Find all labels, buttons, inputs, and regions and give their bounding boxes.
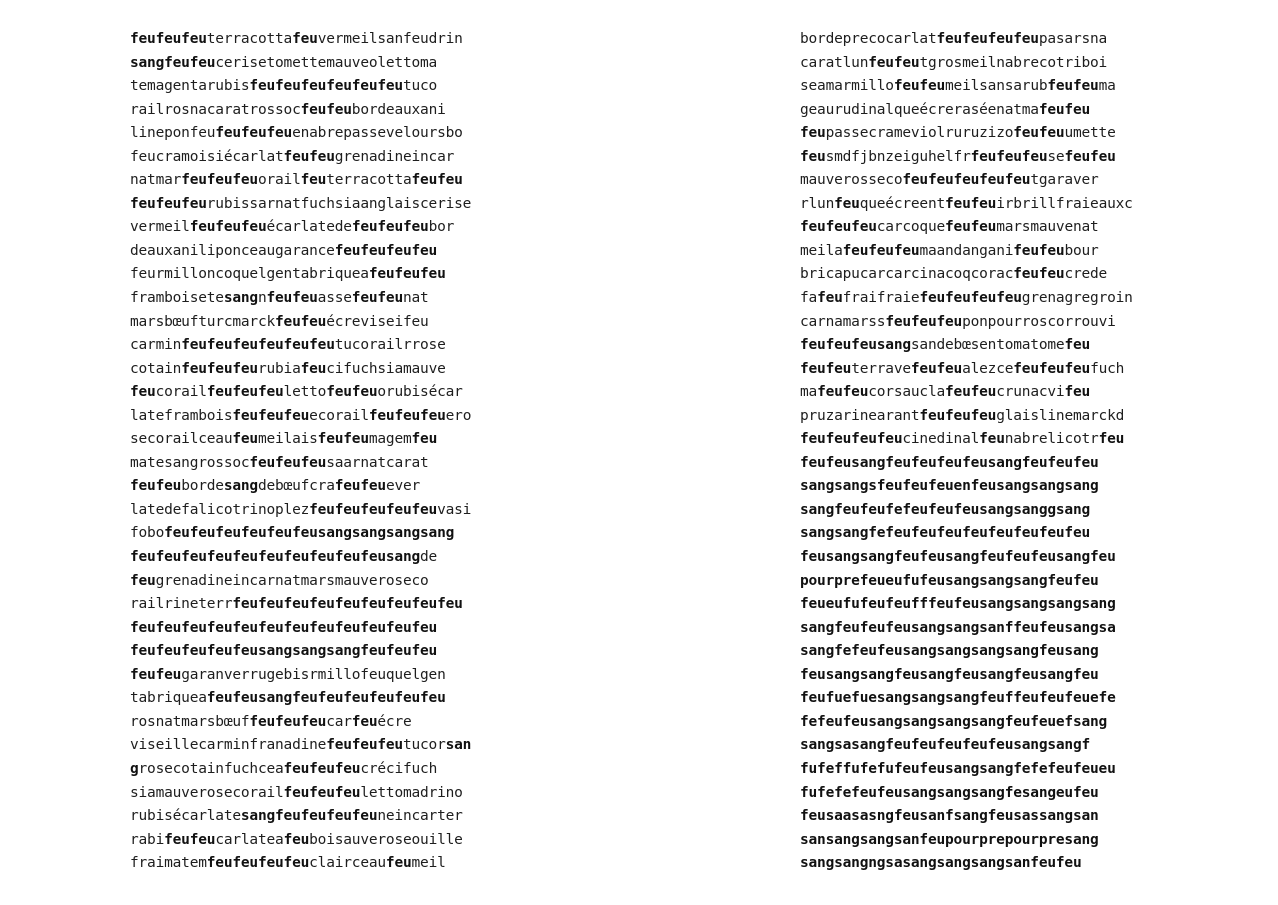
text-line: meilafeufeufeumaandanganifeufeubour xyxy=(800,242,1099,259)
text-line: rosnatmarsbœuffeufeufeucarfeuécre xyxy=(130,713,412,730)
text-line: mafeufeucorsauclafeufeucrunacvifeu xyxy=(800,384,1091,401)
text-line: caratlunfeufeutgrosmeilnabrecotriboi xyxy=(800,54,1108,71)
text-line: sansangsangsanfeupourprepourpresang xyxy=(800,831,1099,848)
text-line: geaurudinalqueécreraséenatmafeufeu xyxy=(800,101,1091,118)
text-line: sangfeufeufeusangsangsanffeufeusangsa xyxy=(800,619,1116,636)
text-line: feufeufeufeufeufeufeufeufeufeufeufeu xyxy=(130,619,438,636)
text-line: carminfeufeufeufeufeufeutucorailrrose xyxy=(130,337,446,354)
text-line: fefeufeusangsangsangsangfeufeuefsang xyxy=(800,713,1108,730)
text-line: feufeufeurubissarnatfuchsiaanglaiscerise xyxy=(130,195,472,212)
text-line: deauxaniliponceaugarancefeufeufeufeu xyxy=(130,242,438,259)
text-line: feufeugaranverrugebisrmillofeuquelgen xyxy=(130,666,446,683)
text-line: cotainfeufeufeurubiafeucifuchsiamauve xyxy=(130,360,446,377)
text-line: rlunfeuqueécreentfeufeuirbrillfraieauxc xyxy=(800,195,1133,212)
text-line: feufeufeufeucinedinalfeunabrelicotrfeu xyxy=(800,431,1125,448)
text-line: feucorailfeufeufeulettofeufeuorubisécar xyxy=(130,384,463,401)
text-line: feueufufeufeufffeufeusangsangsangsang xyxy=(800,596,1116,613)
text-line: feufeufeufeufeusangsangsangfeufeufeu xyxy=(130,643,438,660)
left-text-column xyxy=(130,28,490,876)
text-line: fafeufraifraiefeufeufeufeugrenagregroin xyxy=(800,290,1133,307)
text-line: feupassecrameviolruruzizofeufeuumette xyxy=(800,125,1116,142)
text-line: matesangrossocfeufeufeusaarnatcarat xyxy=(130,454,429,471)
text-line: sangsangsfeufeufeuenfeusangsangsang xyxy=(800,478,1099,495)
text-line: feufeufeufeufeufeufeufeufeufeusangde xyxy=(130,549,438,566)
text-line: natmarfeufeufeuorailfeuterracottafeufeu xyxy=(130,172,463,189)
text-line: fobofeufeufeufeufeufeusangsangsangsang xyxy=(130,525,455,542)
text-line: sangfeufeufefeufeufeusangsanggsang xyxy=(800,501,1091,518)
text-line: mauverossecofeufeufeufeufeutgaraver xyxy=(800,172,1099,189)
text-line: secorailceaufeumeilaisfeufeumagemfeu xyxy=(130,431,438,448)
text-line: fraimatemfeufeufeufeuclairceaufeumeil xyxy=(130,855,446,872)
text-line: railrineterrfeufeufeufeufeufeufeufeufeu xyxy=(130,596,463,613)
text-line: lineponfeufeufeufeuenabrepasseveloursbo xyxy=(130,125,463,142)
text-line: feufeufeuterracottafeuvermeilsanfeudrin xyxy=(130,31,463,47)
text-line: viseillecarminfranadinefeufeufeutucorsan xyxy=(130,737,472,754)
text-line: vermeilfeufeufeuécarlatedefeufeufeubor xyxy=(130,219,455,236)
text-line: feucramoisiécarlatfeufeugrenadineincar xyxy=(130,148,455,165)
text-line: sangsasangfeufeufeufeufeusangsangf xyxy=(800,737,1091,754)
text-line: feufeufeucarcoquefeufeumarsmauvenat xyxy=(800,219,1099,236)
text-line: feufeufeusangsandebœsentomatomefeu xyxy=(800,337,1091,354)
text-line: feusaasasngfeusanfsangfeusassangsan xyxy=(800,808,1099,825)
text-line: bricapucarcarcinacoqcoracfeufeucrede xyxy=(800,266,1108,283)
text-line: temagentarubisfeufeufeufeufeufeutuco xyxy=(130,78,438,95)
text-line: rubisécarlatesangfeufeufeufeuneincarter xyxy=(130,808,463,825)
text-line: bordeprecocarlatfeufeufeufeupasarsna xyxy=(800,31,1108,47)
text-line: sangsangfefeufeufeufeufeufeufeufeu xyxy=(800,525,1091,542)
text-line: fufefefeufeusangsangsangfesangeufeu xyxy=(800,784,1099,801)
text-line: feusangsangfeufeusangfeufeufeusangfeu xyxy=(800,549,1116,566)
text-line: lateframboisfeufeufeuecorailfeufeufeuero xyxy=(130,407,472,424)
text-line: grosecotainfuchceafeufeufeucrécifuch xyxy=(130,760,438,777)
text-line: seamarmillofeufeumeilsansarubfeufeuma xyxy=(800,78,1116,95)
text-line: sangsangngsasangsangsangsanfeufeu xyxy=(800,855,1082,872)
text-line: sangfeufeucerisetomettemauveolettoma xyxy=(130,54,438,71)
text-line: pruzarinearantfeufeufeuglaislinemarckd xyxy=(800,407,1125,424)
text-line: feufeubordesangdebœufcrafeufeuever xyxy=(130,478,421,495)
text-line: feugrenadineincarnatmarsmauveroseco xyxy=(130,572,429,589)
text-line: feufuefuesangsangsangfeuffeufeufeuefe xyxy=(800,690,1116,707)
text-line: marsbœufturcmarckfeufeuécreviseifeu xyxy=(130,313,429,330)
text-line: carnamarssfeufeufeuponpourroscorrouvi xyxy=(800,313,1116,330)
text-line: feufeuterravefeufeualezcefeufeufeufuch xyxy=(800,360,1125,377)
text-line: feurmilloncoquelgentabriqueafeufeufeu xyxy=(130,266,446,283)
right-text-column xyxy=(800,28,1160,876)
text-line: rabifeufeucarlateafeuboisauveroseouille xyxy=(130,831,463,848)
text-line: fufeffufefufeufeusangsangfefefeufeueu xyxy=(800,760,1116,777)
text-line: pourprefeueufufeusangsangsangfeufeu xyxy=(800,572,1099,589)
text-line: framboisetesangnfeufeuassefeufeunat xyxy=(130,290,429,307)
text-line: tabriqueafeufeusangfeufeufeufeufeufeu xyxy=(130,690,446,707)
text-line: feusangsangfeusangfeusangfeusangfeu xyxy=(800,666,1099,683)
text-line: latedefalicotrinoplezfeufeufeufeufeuvasi xyxy=(130,501,472,518)
text-line: railrosnacaratrossocfeufeubordeauxani xyxy=(130,101,446,118)
text-line: siamauverosecorailfeufeufeulettomadrino xyxy=(130,784,463,801)
text-line: sangfefeufeusangsangsangsangfeusang xyxy=(800,643,1099,660)
text-line: feusmdfjbnzeiguhelfrfeufeufeusefeufeu xyxy=(800,148,1116,165)
text-line: feufeusangfeufeufeufeusangfeufeufeu xyxy=(800,454,1099,471)
